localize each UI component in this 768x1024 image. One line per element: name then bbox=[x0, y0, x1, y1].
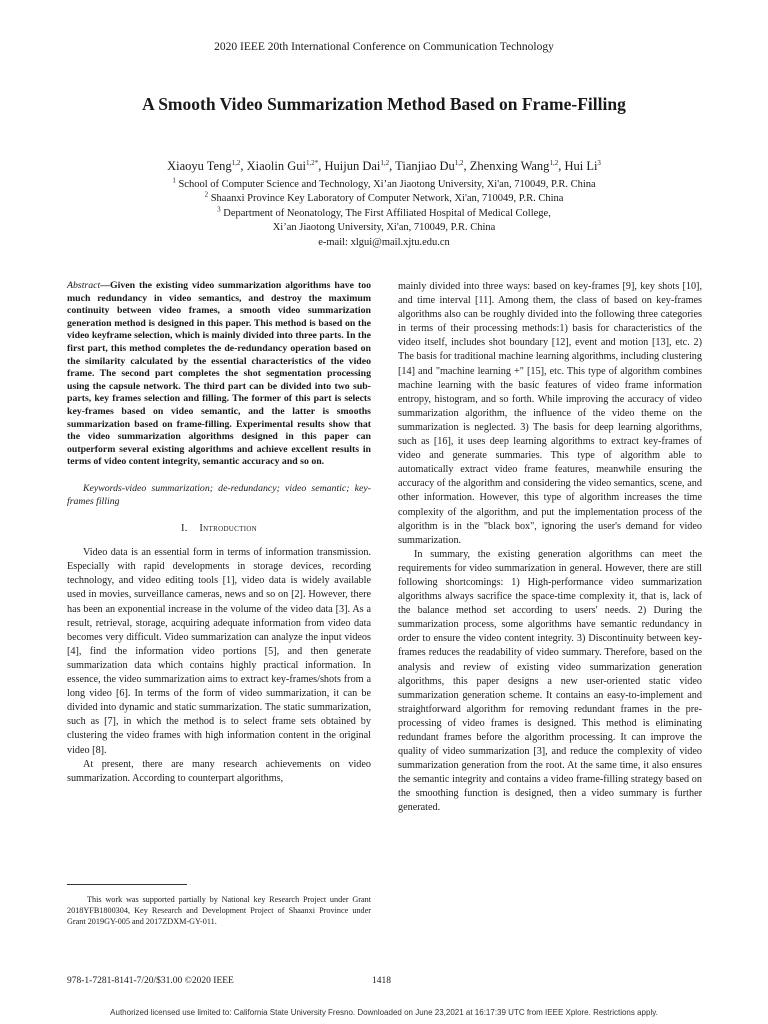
paragraph: At present, there are many research achievements on video summarization. According to counterpart algorithms, bbox=[67, 758, 371, 784]
author-name: Xiaolin Gui bbox=[246, 159, 306, 173]
footnote-divider bbox=[67, 884, 187, 885]
author-separator: , bbox=[463, 159, 470, 173]
abstract-text: —Given the existing video summarization algorithms have too much redundancy in video semantics, and destroy the maximum continuity between video frames, a smooth video summarization generation method is designed in this paper. This method is based on the video keyframe selection, which is mainly divided into three parts. In the first part, this method completes the de-redundancy operation based on the similarity calculated by the essential characteristics of the video frame. The second part completes the shot segmentation processing using the capsule network. The third part can be divided into two sub-parts, key frames selection and filling. The former of this part is selects key-frames based on video semantic, and the latter is smooths summarization based on frame-filling. Experimental results show that the video summarization algorithms designed in this paper can outperform several existing algorithms and achieve excellent results in terms of video content integrity, semantic accuracy and so on. bbox=[67, 280, 371, 468]
author-affiliation-mark: 1,2 bbox=[454, 158, 464, 167]
author-separator: , bbox=[240, 159, 247, 173]
affiliation-3 bbox=[0, 207, 768, 221]
affiliation-text: School of Computer Science and Technology, Xi’an Jiaotong University, Xi'an, 710049, P.R. China bbox=[175, 179, 596, 190]
left-column bbox=[67, 280, 371, 786]
author-name: Hui Li bbox=[564, 159, 598, 173]
author-name: Xiaoyu Teng bbox=[167, 159, 232, 173]
affiliation-3-continued: Xi’an Jiaotong University, Xi'an, 710049, P.R. China bbox=[272, 222, 496, 233]
license-notice: Authorized licensed use limited to: California State University Fresno. Downloaded on June 23,2021 at 16:17:39 UTC from IEEE Xplore. Restrictions apply. bbox=[110, 1008, 658, 1017]
conference-header: 2020 IEEE 20th International Conference on Communication Technology bbox=[214, 41, 554, 53]
isbn-copyright: 978-1-7281-8141-7/20/$31.00 ©2020 IEEE bbox=[67, 976, 234, 986]
affiliation-mark: 1 bbox=[172, 176, 176, 185]
author-separator: , bbox=[389, 159, 396, 173]
author-affiliation-mark: 1,2 bbox=[549, 158, 559, 167]
author-affiliation-mark: 1,2 bbox=[380, 158, 390, 167]
keywords: Keywords-video summarization; de-redundancy; video semantic; key-frames filling bbox=[67, 482, 371, 507]
author-name: Tianjiao Du bbox=[395, 159, 455, 173]
paragraph: Video data is an essential form in terms of information transmission. Especially with rapid developments in storage devices, recording technology, and video editing tools [1], video data is widely available used in movies, surveillance cameras, news and so on [2]. However, there has been an exponential increase in the volume of the video data [3]. As a result, retrieval, storage, acquiring adequate information from video data becomes very difficult. Video summarization can analyze the input videos [4], find the information video portions [5], and then generate summarization data which contains highly practical information. In essence, the video summarization aims to extract key-frames/shots from a long video [6]. In terms of the form of video summarization, it can be divided into dynamic and static summarization. The static summarization, such as [7], in which the method is to select frame sets obtained by clustering the video frames with high information content in the original video [8]. bbox=[67, 547, 371, 756]
author-name: Zhenxing Wang bbox=[469, 159, 550, 173]
author-name: Huijun Dai bbox=[324, 159, 381, 173]
affiliation-mark: 3 bbox=[217, 205, 221, 214]
paragraph: mainly divided into three ways: based on key-frames [9], key shots [10], and time interval [11]. Among them, the class of based on key-frames algorithms also can be roughly divided into the following three categories in terms of their processing methods:1) basis for characteristics of the video itself, includes shot boundary [12], event and motion [13], etc. 2) The basis for traditional machine learning algorithms, including clustering [14] and "machine learning +" [15], etc. This type of algorithm combines machine learning with the basic features of video frame information entropy, histogram, and so forth. While improving the accuracy of video summarization algorithm, the influence of the video theme on the summarization is neglected. 3) The basis for deep learning algorithms, such as [16], it uses deep learning algorithms to extract key-frames of video and generate summaries. This type of algorithm able to automatically extract video frame features, meanwhile ensuring the accuracy of the algorithm and considering the video semantics, scene, and other information. However, this type of algorithm increases the time complexity of the algorithm, and put the implementation process of the algorithm is in the "black box", ignoring the user's demand for video summarization. bbox=[398, 281, 702, 546]
paragraph: In summary, the existing generation algorithms can meet the requirements for video summarization in general. However, there are still following shortcomings: 1) High-performance video summarization algorithms always sacrifice the space-time complexity it, that is, lack of the balance method set according to users' needs. 2) During the summarization process, some algorithms have semantic redundancy in order to ensure the video content integrity. 3) Discontinuity between key-frames reduces the readability of video summary. Therefore, based on the analysis and review of existing video summarization generation algorithms, this paper designs a new user-oriented static video summarization generation scheme. It contains an easy-to-implement and straightforward algorithm for removing redundant frames in the pre-processing of video frames is designed. This method is eliminating redundant frames before the algorithm processing. It can improve the quality of video summarization [3], and reduce the complexity of video summarization generation from the root. At the same time, it also ensures the semantic integrity and contains a video frame-filling strategy based on the smoothing function is designed, then a video summary is further generated. bbox=[398, 548, 702, 814]
author-affiliation-mark: 1,2 bbox=[231, 158, 241, 167]
author-separator: , bbox=[558, 159, 565, 173]
affiliation-text: Shaanxi Province Key Laboratory of Computer Network, Xi'an, 710049, P.R. China bbox=[208, 193, 564, 204]
author-separator: , bbox=[318, 159, 325, 173]
funding-footnote: This work was supported partially by National key Research Project under Grant 2018YFB1800304, Key Research and Development Project of Shaanxi Province under Grant 2019GY-005 and 2017ZDXM-GY-011. bbox=[67, 895, 371, 927]
paper-title: A Smooth Video Summarization Method Based on Frame-Filling bbox=[142, 94, 626, 114]
author-affiliation-mark: 3 bbox=[597, 158, 601, 167]
author-affiliation-mark: 1,2* bbox=[305, 158, 319, 167]
section-heading-introduction bbox=[67, 522, 371, 536]
affiliation-2 bbox=[0, 192, 768, 206]
section-numeral: I. bbox=[180, 523, 188, 535]
affiliation-1 bbox=[0, 178, 768, 192]
page-number: 1418 bbox=[372, 976, 391, 986]
author-list bbox=[0, 159, 768, 174]
affiliation-text: Department of Neonatology, The First Affiliated Hospital of Medical College, bbox=[220, 208, 551, 219]
affiliation-mark: 2 bbox=[204, 190, 209, 199]
section-title: Introduction bbox=[199, 523, 258, 535]
abstract-label: Abstract bbox=[67, 280, 101, 291]
contact-email: e-mail: xlgui@mail.xjtu.edu.cn bbox=[318, 237, 450, 248]
abstract bbox=[67, 280, 371, 469]
right-column bbox=[398, 280, 702, 816]
